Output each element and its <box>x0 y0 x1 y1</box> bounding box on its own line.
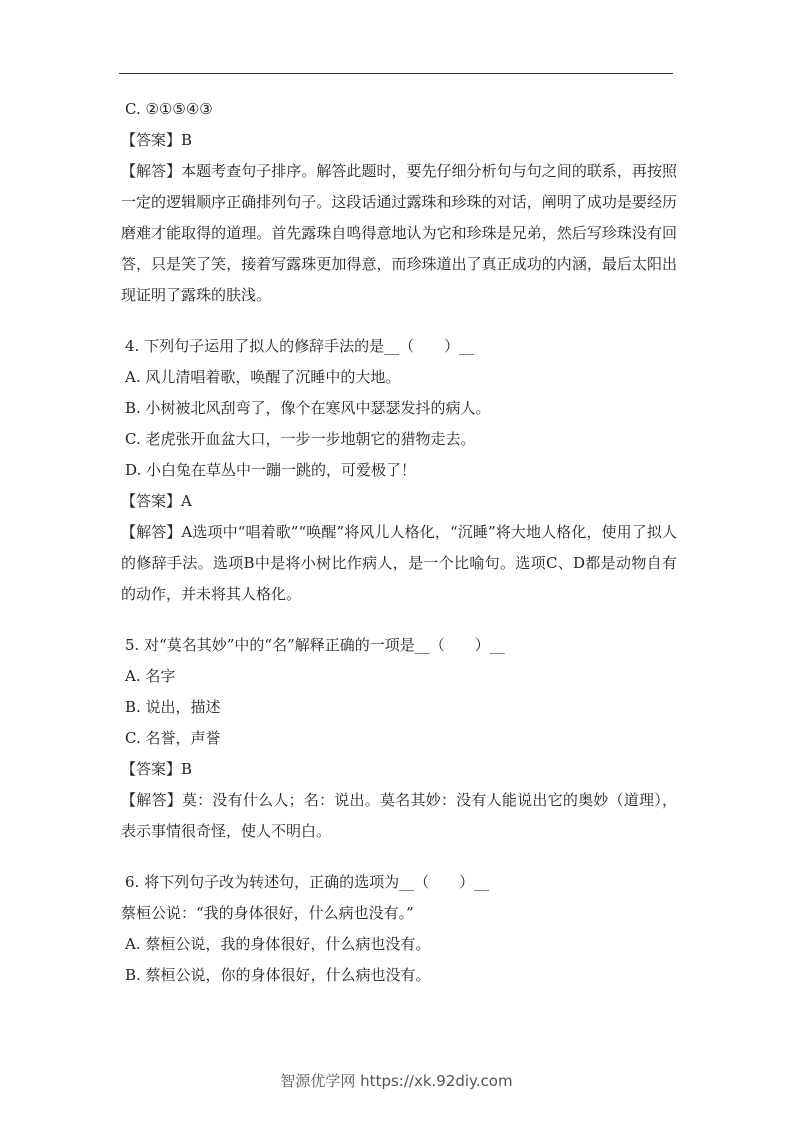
document-body <box>121 94 677 991</box>
q5-answer: 【答案】B <box>121 760 193 778</box>
q4-option-d: D. 小白兔在草丛中一蹦一跳的，可爱极了！ <box>125 461 417 479</box>
q5-explanation: 【解答】莫：没有什么人；名：说出。莫名其妙：没有人能说出它的奥妙（道理），表示事情很奇怪，使人不明白。 <box>121 791 677 840</box>
q6-question: 6. 将下列句子改为转述句，正确的选项为__（ ）__ <box>125 873 490 891</box>
q4-answer: 【答案】A <box>121 492 192 510</box>
q6-option-a: A. 蔡桓公说，我的身体很好，什么病也没有。 <box>125 935 431 953</box>
q4-option-c: C. 老虎张开血盆大口，一步一步地朝它的猎物走去。 <box>125 430 476 448</box>
q4-explanation: 【解答】A选项中“唱着歌”“唤醒”将风儿人格化，“沉睡”将大地人格化，使用了拟人的修辞手法。选项B中是将小树比作病人，是一个比喻句。选项C、D都是动物自有的动作，并未将其人格化。 <box>121 523 677 603</box>
q3-option-c: C. ②①⑤④③ <box>125 100 213 118</box>
q5-option-a: A. 名字 <box>125 667 176 685</box>
footer-watermark: 智源优学网 https://xk.92diy.com <box>280 1072 513 1090</box>
q6-option-b: B. 蔡桓公说，你的身体很好，什么病也没有。 <box>125 966 431 984</box>
q3-explanation: 【解答】本题考查句子排序。解答此题时，要先仔细分析句与句之间的联系，再按照一定的逻辑顺序正确排列句子。这段话通过露珠和珍珠的对话，阐明了成功是要经历磨难才能取得的道理。首先露珠自鸣得意地认为它和珍珠是兄弟，然后写珍珠没有回答，只是笑了笑，接着写露珠更加得意，而珍珠道出了真正成功的内涵，最后太阳出现证明了露珠的肤浅。 <box>121 162 677 304</box>
q4-option-b: B. 小树被北风刮弯了，像个在寒风中瑟瑟发抖的病人。 <box>125 399 491 417</box>
q5-option-b: B. 说出，描述 <box>125 698 221 716</box>
q6-sentence: 蔡桓公说：“我的身体很好，什么病也没有。” <box>121 904 414 922</box>
q5-option-c: C. 名誉，声誉 <box>125 729 221 747</box>
q3-answer: 【答案】B <box>121 131 193 149</box>
q4-option-a: A. 风儿清唱着歌，唤醒了沉睡中的大地。 <box>125 368 401 386</box>
q4-question: 4. 下列句子运用了拟人的修辞手法的是__（ ）__ <box>125 337 475 355</box>
q5-question: 5. 对“莫名其妙”中的“名”解释正确的一项是__（ ）__ <box>125 636 505 654</box>
header-rule <box>119 73 673 74</box>
